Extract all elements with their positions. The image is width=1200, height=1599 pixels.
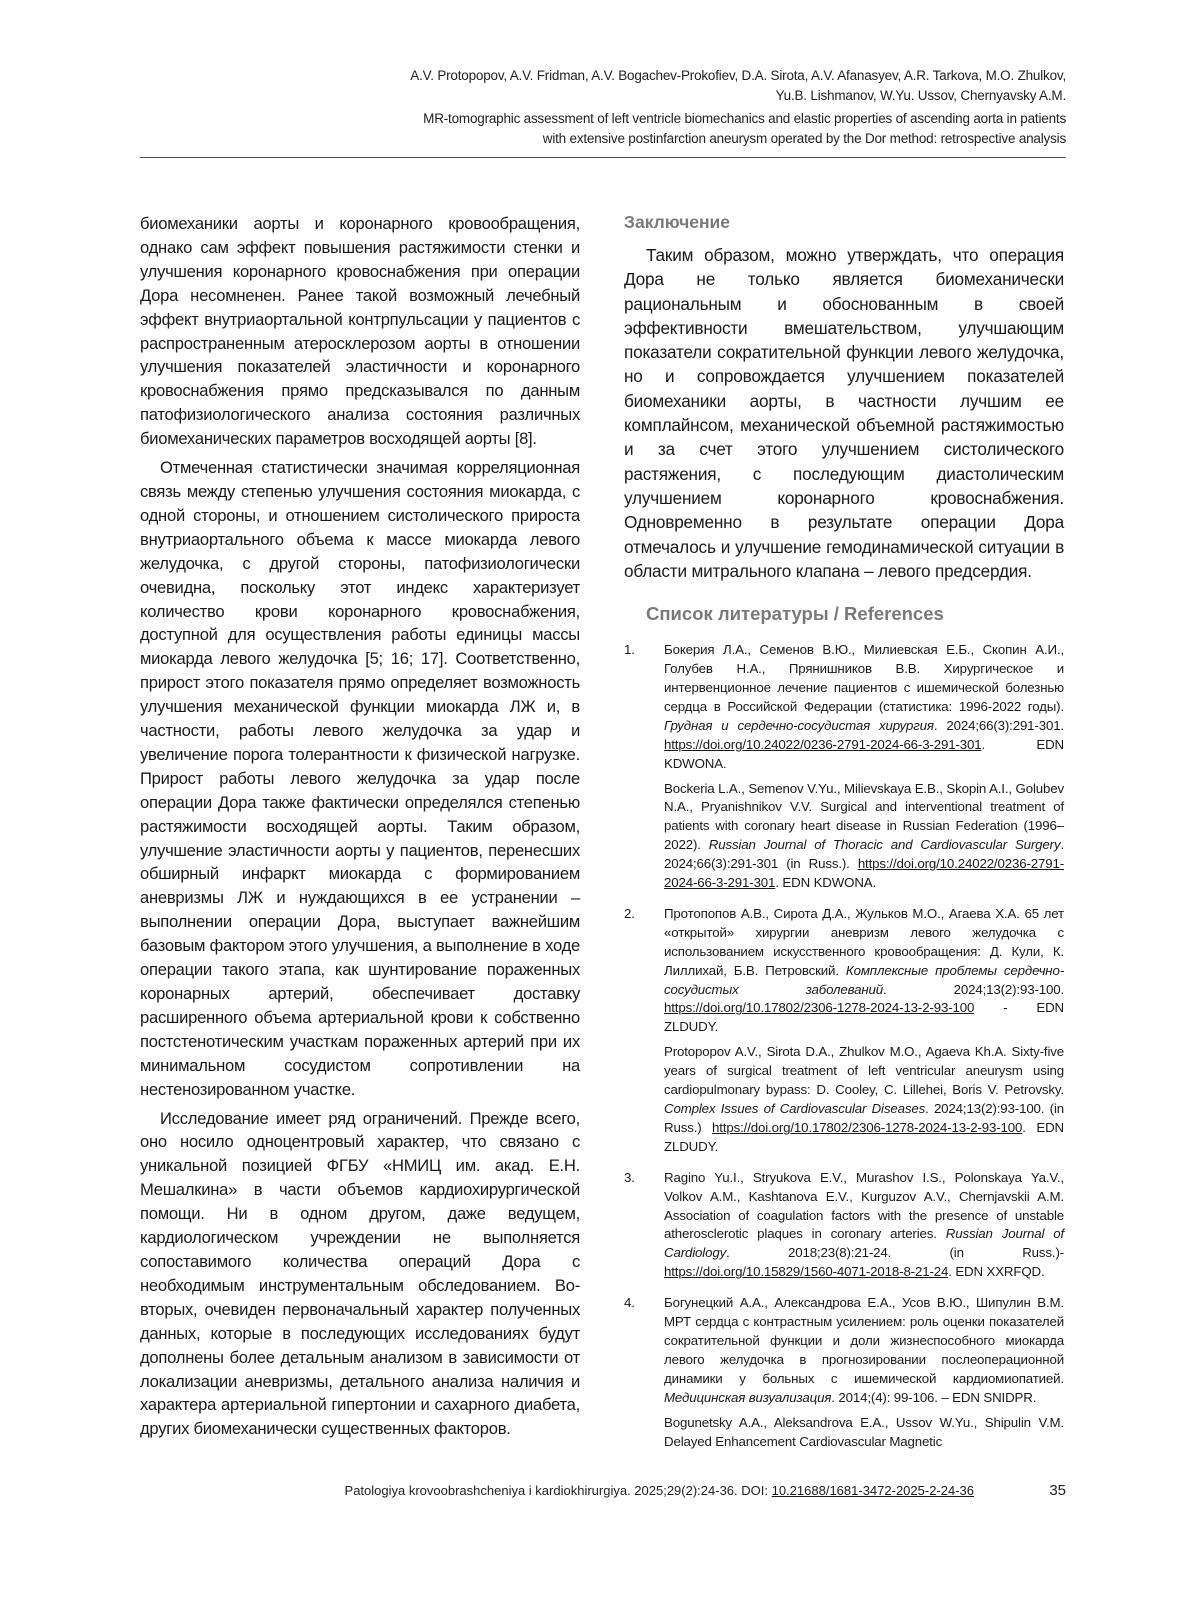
reference-number: 4.	[624, 1295, 635, 1311]
header-title-line1: MR-tomographic assessment of left ventricle biomechanics and elastic properties of ascending aorta in patients	[423, 111, 1066, 126]
doi-link[interactable]: https://doi.org/10.24022/0236-2791-2024-66-3-291-301	[664, 736, 982, 752]
header-title-line2: with extensive postinfarction aneurysm operated by the Dor method: retrospective analysis	[542, 131, 1066, 146]
header-authors-line1: A.V. Protopopov, A.V. Fridman, A.V. Bogachev-Prokofiev, D.A. Sirota, A.V. Afanasyev, A.R. Tarkova, M.O. Zhulkov,	[410, 68, 1066, 83]
reference-ru: Бокерия Л.А., Семенов В.Ю., Милиевская Е.Б., Скопин А.И., Голубев Н.А., Прянишников В.В. Хирургическое и интервенционное лечение пациентов с ишемической болезнью сердца в Российской Федерации (статистика: 1996-2022 годы). Грудная и сердечно-сосудистая хирургия. 2024;66(3):291-301. https://doi.org/10.24022/0236-2791-2024-66-3-291-301. EDN KDWONA.	[664, 642, 1064, 771]
reference-item	[624, 1294, 1064, 1457]
conclusion-heading: Заключение	[624, 212, 731, 232]
body-paragraph-1: биомеханики аорты и коронарного кровообращения, однако сам эффект повышения растяжимости стенки и улучшения коронарного кровоснабжения при операции Дора несомненен. Ранее такой возможный лечебный эффект внутриаортальной контрпульсации у пациентов с распространенным атеросклерозом аорты в отношении улучшения показателей эластичности и коронарного кровоснабжения прямо предсказывался по данным патофизиологического анализа состояния различных биомеханических параметров восходящей аорты [8].	[140, 214, 580, 449]
header-authors-line2: Yu.B. Lishmanov, W.Yu. Ussov, Chernyavsky A.M.	[775, 88, 1066, 103]
left-column	[140, 212, 580, 1441]
right-column	[624, 212, 1064, 1463]
doi-link[interactable]: https://doi.org/10.15829/1560-4071-2018-8-21-24	[664, 1264, 949, 1280]
reference-item	[624, 905, 1064, 1163]
reference-list	[624, 641, 1064, 1457]
page-number: 35	[1049, 1482, 1066, 1499]
header-divider	[140, 157, 1066, 158]
reference-ru: Богунецкий А.А., Александрова Е.А., Усов В.Ю., Шипулин В.М. МРТ сердца с контрастным усилением: роль оценки показателей сократительной функции и доли жизнеспособного миокарда левого желудочка в прогнозировании послеоперационной динамики у больных с ишемической кардиомиопатией. Медицинская визуализация. 2014;(4): 99-106. – EDN SNIDPR.	[664, 1295, 1064, 1405]
body-paragraph-3: Исследование имеет ряд ограничений. Прежде всего, оно носило одноцентровый характер, что связано с уникальной позицией ФГБУ «НМИЦ им. акад. Е.Н. Мешалкина» в части объемов кардиохирургической помощи. Ни в одном другом, даже ведущем, кардиологическом учреждении не выполняется сопоставимого количества операций Дора с необходимым инструментальным обследованием. Во-вторых, очевиден первоначальный характер полученных данных, которые в последующих исследованиях будут дополнены более детальным анализом в зависимости от локализации аневризмы, детального анализа наличия и характера артериальной гипертонии и сахарного диабета, других биомеханически существенных факторов.	[140, 1108, 580, 1439]
reference-item	[624, 641, 1064, 899]
reference-number: 2.	[624, 905, 635, 921]
body-paragraph-2: Отмеченная статистически значимая корреляционная связь между степенью улучшения состояния миокарда, с одной стороны, и отношением систолического прироста внутриаортального объема к массе миокарда левого желудочка, с другой стороны, патофизиологически очевидна, поскольку этот индекс характеризует количество крови коронарного кровоснабжения, доступной для осуществления работы единицы массы миокарда левого желудочка [5; 16; 17]. Соответственно, прирост этого показателя прямо определяет возможность улучшения механической функции миокарда ЛЖ и, в частности, работы левого желудочка за удар и увеличение порога толерантности к физической нагрузке. Прирост работы левого желудочка за удар после операции Дора также фактически определялся степенью растяжимости восходящей аорты. Таким образом, улучшение эластичности аорты у пациентов, перенесших обширный инфаркт миокарда с формированием аневризмы ЛЖ и нуждающихся в ее устранении – выполнении операции Дора, выступает важнейшим базовым фактором этого улучшения, а выполнение в ходе операции такого этапа, как шунтирование пораженных коронарных артерий, обеспечивает доставку расширенного объема артериальной крови к собственно постстенотическим участкам пораженных артерий при их минимальном сосудистом сопротивлении на нестенозированном участке.	[140, 458, 580, 1099]
footer-citation: Patologiya krovoobrashcheniya i kardiokhirurgiya. 2025;29(2):24-36. DOI: 10.21688/1681-3472-2025-2-24-36	[344, 1483, 974, 1498]
reference-en: Protopopov A.V., Sirota D.A., Zhulkov M.O., Agaeva Kh.A. Sixty-five years of surgical treatment of left ventricular aneurysm using cardiopulmonary bypass: D. Cooley, C. Lillehei, Boris V. Petrovsky. Complex Issues of Cardiovascular Diseases. 2024;13(2):93-100. (in Russ.) https://doi.org/10.17802/2306-1278-2024-13-2-93-100. EDN ZLDUDY.	[664, 1044, 1064, 1154]
doi-link[interactable]: https://doi.org/10.24022/0236-2791-2024-66-3-291-301	[664, 856, 1064, 891]
reference-item	[624, 1169, 1064, 1288]
running-header	[246, 66, 1066, 149]
conclusion-text: Таким образом, можно утверждать, что операция Дора не только является биомеханически рациональным и обоснованным в своей эффективности вмешательством, улучшающим показатели сократительной функции левого желудочка, но и сопровождается улучшением показателей биомеханики аорты, в частности лучшим ее комплайнсом, механической объемной растяжимостью и за счет этого улучшением систолического растяжения, с последующим диастолическим улучшением коронарного кровоснабжения. Одновременно в результате операции Дора отмечалось и улучшение гемодинамической ситуации в области митрального клапана – левого предсердия.	[624, 245, 1064, 581]
references-heading: Список литературы / References	[646, 603, 944, 625]
header-authors	[246, 66, 1066, 106]
reference-number: 1.	[624, 642, 635, 658]
header-article-title	[246, 109, 1066, 149]
doi-link[interactable]: https://doi.org/10.17802/2306-1278-2024-13-2-93-100	[712, 1119, 1023, 1135]
doi-link[interactable]: https://doi.org/10.17802/2306-1278-2024-13-2-93-100	[664, 1000, 975, 1016]
reference-ru: Протопопов А.В., Сирота Д.А., Жульков М.О., Агаева Х.А. 65 лет «открытой» хирургии аневризм левого желудочка с использованием искусственного кровообращения: Д. Кули, К. Лиллихай, Б.В. Петровский. Комплексные проблемы сердечно-сосудистых заболеваний. 2024;13(2):93-100. https://doi.org/10.17802/2306-1278-2024-13-2-93-100 - EDN ZLDUDY.	[664, 905, 1065, 1035]
reference-en: Bogunetsky A.A., Aleksandrova E.A., Ussov W.Yu., Shipulin V.M. Delayed Enhancement Cardiovascular Magnetic	[664, 1414, 1064, 1449]
reference-en: Bockeria L.A., Semenov V.Yu., Milievskaya E.B., Skopin A.I., Golubev N.A., Pryanishnikov V.V. Surgical and interventional treatment of patients with coronary heart disease in Russian Federation (1996–2022). Russian Journal of Thoracic and Cardiovascular Surgery. 2024;66(3):291-301 (in Russ.). https://doi.org/10.24022/0236-2791-2024-66-3-291-301. EDN KDWONA.	[664, 780, 1064, 891]
footer-doi-link[interactable]: 10.21688/1681-3472-2025-2-24-36	[771, 1483, 974, 1498]
reference-number: 3.	[624, 1169, 635, 1185]
reference-en: Ragino Yu.I., Stryukova E.V., Murashov I.S., Polonskaya Ya.V., Volkov A.M., Kashtanova E.V., Kurguzov A.V., Chernjavskii A.M. Association of coagulation factors with the presence of unstable atherosclerotic plaques in coronary arteries. Russian Journal of Cardiology. 2018;23(8):21-24. (in Russ.)- https://doi.org/10.15829/1560-4071-2018-8-21-24. EDN XXRFQD.	[664, 1169, 1065, 1280]
